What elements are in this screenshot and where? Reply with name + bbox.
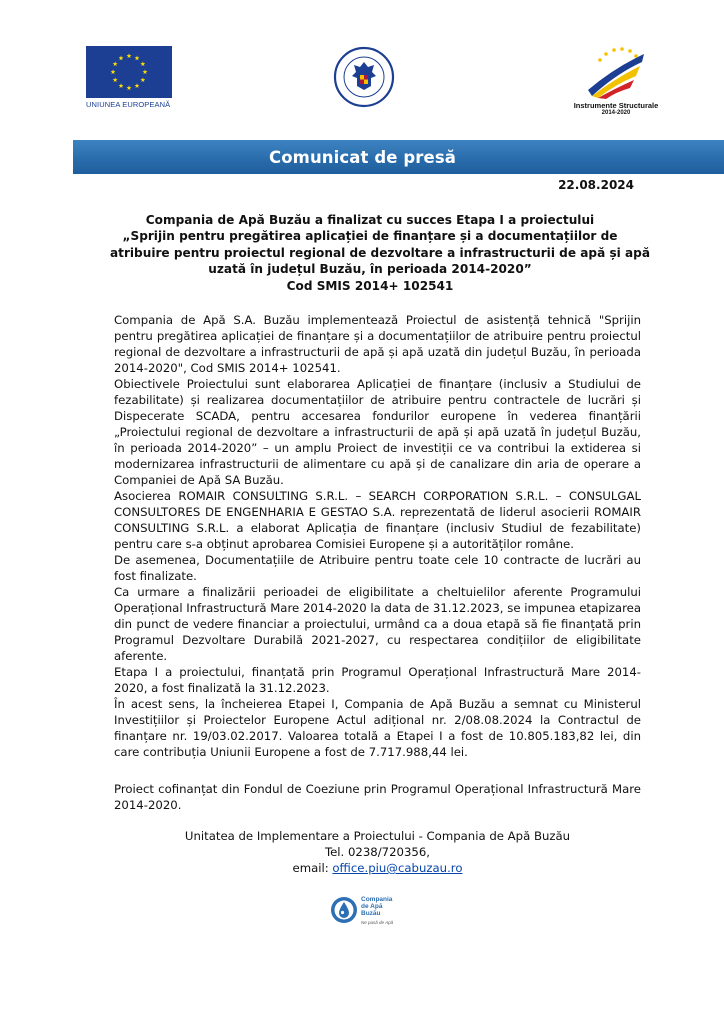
instrumente-structurale-icon [584, 44, 648, 100]
eu-caption: UNIUNEA EUROPEANĂ [86, 100, 171, 109]
contact-phone: Tel. 0238/720356, [324, 845, 431, 859]
body-paragraph: Compania de Apă S.A. Buzău implementează Proiectul de asistență tehnică "Sprijin pentru pregătirea aplicației de finanțare și a documentațiilor de atribuire pentru proiectul regional de dezvoltare a infrastructurii de apă și apă uzată din județul Buzău, în perioada 2014-2020", Cod SMIS 2014+ 102541. [114, 313, 641, 375]
release-date: 22.08.2024 [558, 178, 634, 192]
title-line: atribuire pentru proiectul regional de dezvoltare a infrastructurii de apă și apă [110, 245, 650, 260]
press-release-title [110, 212, 650, 294]
instrumente-structurale-logo [566, 44, 666, 116]
water-drop-logo-icon [330, 896, 358, 924]
banner-title: Comunicat de presă [269, 147, 456, 167]
cab-text [361, 896, 393, 925]
cab-slogan: Ne pasă de Apă [361, 919, 394, 925]
cab-name-line: Buzău [361, 909, 381, 917]
body-paragraph: Etapa I a proiectului, finanțată prin Programul Operațional Infrastructură Mare 2014-2020, a fost finalizată la 31.12.2023. [114, 665, 641, 695]
title-line: Cod SMIS 2014+ 102541 [286, 278, 454, 293]
body-paragraph: Asocierea ROMAIR CONSULTING S.R.L. – SEARCH CORPORATION S.R.L. – CONSULGAL CONSULTORES DE ENGENHARIA E GESTAO S.A. reprezentată de liderul asocierii ROMAIR CONSULTING S.R.L. a elaborat Aplicația de finanțare (inclusiv Studiul de fezabilitate) pentru care s-a obținut aprobarea Comisiei Europene și a autorităților române. [114, 489, 641, 551]
implementation-unit: Unitatea de Implementare a Proiectului - Compania de Apă Buzău [184, 829, 571, 843]
body-paragraph: În acest sens, la încheierea Etapei I, Compania de Apă Buzău a semnat cu Ministerul Investițiilor și Proiectelor Europene Actul adițional nr. 2/08.08.2024 la Contractul de finanțare nr. 19/03.02.2017. Valoarea totală a Etapei I a fost de 10.805.183,82 lei, din care contribuția Uniunii Europene a fost de 7.717.988,44 lei. [114, 697, 641, 759]
instrumente-structurale-title: Instrumente Structurale [573, 101, 659, 110]
press-release-body [114, 312, 641, 760]
eu-logo [86, 46, 176, 109]
guvernul-romaniei-logo [333, 46, 395, 108]
title-line: Compania de Apă Buzău a finalizat cu succes Etapa I a proiectului [145, 213, 595, 227]
cab-name-line: de Apă [361, 902, 383, 910]
cofinancing-note: Proiect cofinanțat din Fondul de Coeziune prin Programul Operațional Infrastructură Mare 2014-2020. [114, 782, 641, 812]
email-link[interactable]: office.piu@cabuzau.ro [332, 861, 463, 875]
compania-de-apa-buzau-logo [330, 890, 410, 930]
title-line: „Sprijin pentru pregătirea aplicației de finanțare și a documentațiilor de [122, 229, 618, 244]
email-label: email: [292, 861, 333, 875]
contact-block [114, 828, 641, 876]
eu-flag-icon [86, 46, 172, 98]
body-paragraph: Ca urmare a finalizării perioadei de eligibilitate a cheltuielilor aferente Programului Operațional Infrastructură Mare 2014-2020 la data de 31.12.2023, se impunea etapizarea din punct de vedere financiar a proiectului, urmând ca a doua etapă să fie finanțată prin Programul Dezvoltare Durabilă 2021-2027, cu respectarea condițiilor de eligibilitate aferente. [114, 585, 641, 663]
body-paragraph: De asemenea, Documentațiile de Atribuire pentru toate cele 10 contracte de lucrări au fost finalizate. [114, 553, 641, 583]
title-line: uzată în județul Buzău, în perioada 2014-2020” [208, 262, 532, 277]
instrumente-structurale-years: 2014-2020 [601, 110, 631, 116]
body-paragraph: Obiectivele Proiectului sunt elaborarea Aplicației de finanțare (inclusiv a Studiului de fezabilitate) și realizarea documentațiilor de atribuire pentru contractele de lucrări și Dispecerate SCADA, pentru accesarea fondurilor europene în vederea finanțării „Proiectului regional de dezvoltare a infrastructurii de apă și apă uzată în județul Buzău, în perioada 2014-2020” – un amplu Proiect de investiții ce va contribui la extiderea si modernizarea infrastructurii de alimentare cu apă și de canalizare din aria de operare a Companiei de Apă SA Buzău. [114, 377, 641, 487]
press-release-banner [73, 140, 724, 174]
contact-email-line [114, 860, 641, 876]
cab-name-line: Compania [361, 895, 393, 903]
